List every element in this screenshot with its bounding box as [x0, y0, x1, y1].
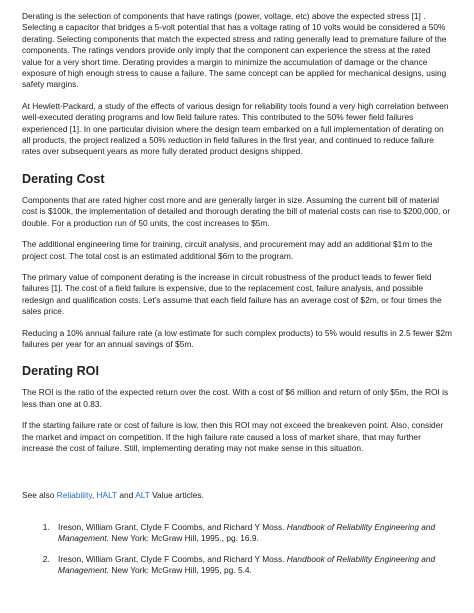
reference-title: Handbook of Reliability Engineering and Management. [58, 521, 436, 544]
intro-paragraph-2: At Hewlett-Packard, a study of the effects of various design for reliability tools found a very high correlation between well-executed derating programs and low field failure rates. This contributed to the 50% fewer field failures experienced [1]. In one particular division where the design team embarked on a full implementation of derating on all products, the project realized a 50% reduction in field failures in the first year, and continued to reduce failure rates over subsequent years as more fully derated product designs shipped. [22, 100, 449, 157]
roi-paragraph-1: The ROI is the ratio of the expected return over the cost. With a cost of $6 million and return of only $5m, the ROI is less than one at 0.83. [22, 387, 449, 409]
roi-paragraph-2: If the starting failure rate or cost of failure is low, then this ROI may not exceed the breakeven point. Also, consider the market and impact on competition. If the high failure rate caused a loss of market share, that may further increase the cost of failure. Still, implementing derating may not make sense in this situation. [22, 420, 444, 453]
intro-paragraph-1: Derating is the selection of components that have ratings (power, voltage, etc) above the expected stress [1] . Selecting a capacitor that bridges a 5-volt potential that has a voltage rating of 10 volts would be considered a 50% derating. Selecting components that match the expected stress and rating generally lead to premature failure of the components. The ratings vendors provide only imply that the component can experience the stress at the rated value for a very short time. Derating provides a margin to minimize the accumulation of damage or the chance exposure of high enough stress to cause a failure. The same concept can be applied for mechanical designs, using safety margins. [22, 11, 447, 90]
derating-cost-heading: Derating Cost [22, 171, 105, 186]
cost-paragraph-3: The primary value of component derating is the increase in circuit robustness of the product leads to fewer field failures [1]. The cost of a field failure is expensive, due to the replacement cost, failure analysis, and possible redesign and qualification costs. Let’s assume that each field failure has an average cost of $2m, or four times the sales price. [22, 271, 442, 317]
reference-item-2 [52, 554, 452, 577]
halt-link[interactable]: HALT [96, 490, 118, 501]
derating-roi-heading: Derating ROI [22, 364, 99, 379]
cost-paragraph-2: The additional engineering time for training, circuit analysis, and procurement may add an additional $1m to the project cost. The total cost is an estimated additional $6m to the program. [22, 239, 433, 261]
reference-authors: Ireson, William Grant, Clyde F Coombs, and Richard Y Moss. [58, 521, 287, 532]
see-also-separator-1: , [91, 490, 97, 501]
reliability-link[interactable]: Reliability [56, 490, 92, 501]
see-also-suffix: Value articles. [149, 490, 204, 501]
alt-link[interactable]: ALT [135, 490, 150, 501]
reference-publisher: New York: McGraw Hill, 1995., pg. 16.9. [109, 533, 259, 544]
see-also-line [22, 490, 452, 501]
reference-publisher: New York: McGraw Hill, 1995, pg. 5.4. [109, 565, 252, 575]
reference-item-1 [52, 522, 452, 545]
cost-paragraph-4: Reducing a 10% annual failure rate (a low estimate for such complex products) to 5% would results in 2.5 fewer $2m failures per year for an annual savings of $5m. [22, 327, 452, 349]
cost-paragraph-1: Components that are rated higher cost more and are generally larger in size. Assuming the current bill of material cost is $100k, the implementation of detailed and thorough derating the bill of material costs can rise to $200,000, or double. For a production run of 50 units, the cost increases to $5m. [22, 194, 451, 228]
see-also-prefix: See also [22, 490, 57, 501]
reference-list [22, 522, 452, 577]
reference-title: Handbook of Reliability Engineering and Management. [58, 553, 436, 575]
see-also-separator-2: and [117, 490, 136, 501]
reference-authors: Ireson, William Grant, Clyde F Coombs, and Richard Y Moss. [58, 553, 287, 564]
